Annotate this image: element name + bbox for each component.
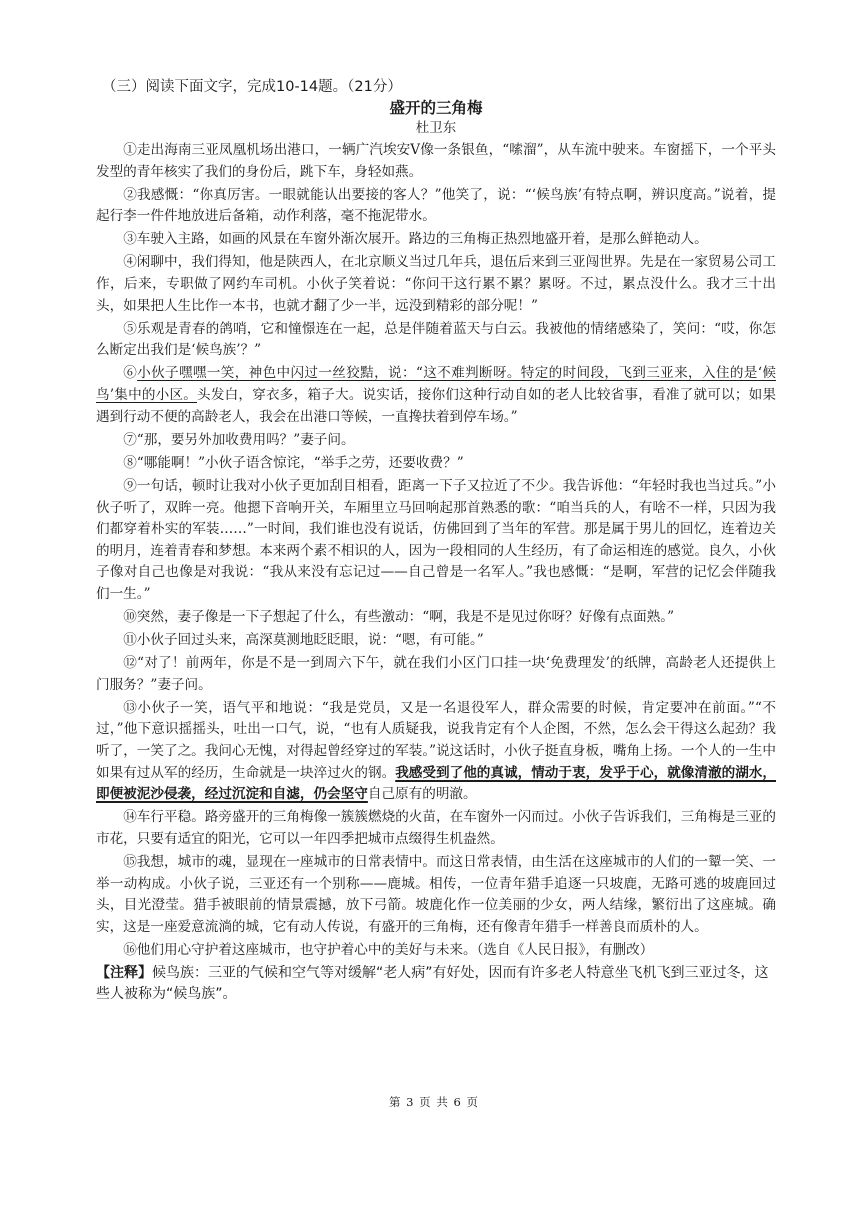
paragraph-13 [96,698,776,806]
paragraph-6 [96,363,776,428]
paragraph-3: ③车驶入主路，如画的风景在车窗外渐次展开。路边的三角梅正热烈地盛开着，是那么鲜艳动人。 [123,231,708,248]
paragraph-6-rest: 头发白，穿衣多，箱子大。说实话，接你们这种行动自如的老人比较省事，看准了就可以；如果遇到行动不便的高龄老人，我会在出港口等候，一直搀扶着到停车场。” [96,387,776,425]
paragraph-1: ①走出海南三亚凤凰机场出港口，一辆广汽埃安V像一条银鱼，“嗦溜”，从车流中驶来。车窗摇下，一个平头发型的青年核实了我们的身份后，跳下车，身轻如燕。 [96,142,776,180]
paragraph-14: ⑭车行平稳。路旁盛开的三角梅像一簇簇燃烧的火苗，在车窗外一闪而过。小伙子告诉我们，三角梅是三亚的市花，只要有适宜的阳光，它可以一年四季把城市点缀得生机盎然。 [96,809,776,847]
underlined-sentence-13: 我感受到了他的真诚，情动于衷，发乎于心，就像清澈的湖水，即便被泥沙侵袭，经过沉淀和自滤，仍会坚守 [96,764,776,803]
section-heading: （三）阅读下面文字，完成10-14题。（21分） [102,79,402,95]
paragraph-9: ⑨一句话，顿时让我对小伙子更加刮目相看，距离一下子又拉近了不少。我告诉他：“年轻时我也当过兵。”小伙子听了，双眸一亮。他摁下音响开关，车厢里立马回响起那首熟悉的歌：“咱当兵的人，有啥不一样，只因为我们都穿着朴实的军装……”一时间，我们谁也没有说话，仿佛回到了当年的军营。那是属于男儿的回忆，连着边关的明月，连着青春和梦想。本来两个素不相识的人，因为一段相同的人生经历，有了命运相连的感觉。良久，小伙子像对自己也像是对我说：“我从来没有忘记过——自己曾是一名军人。”我也感慨：“是啊，军营的记忆会伴随我们一生。” [96,477,776,602]
paragraph-7: ⑦“那，要另外加收费用吗？”妻子问。 [123,431,355,448]
article-title: 盛开的三角梅 [389,99,483,117]
paragraph-2: ②我感慨：“你真厉害。一眼就能认出要接的客人？”他笑了，说：“‘候鸟族’有特点啊，辨识度高。”说着，提起行李一件件地放进后备箱，动作利落，毫不拖泥带水。 [96,186,776,225]
paragraph-6-number: ⑥ [123,365,138,382]
underlined-sentence-6: 小伙子嘿嘿一笑，神色中闪过一丝狡黠，说：“这不难判断呀。特定的时间段，飞到三亚来，入住的是‘候鸟’集中的小区。 [96,365,777,404]
note-label: 【注释】 [96,964,152,981]
paragraph-4: ④闲聊中，我们得知，他是陕西人，在北京顺义当过几年兵，退伍后来到三亚闯世界。先是在一家贸易公司工作，后来，专职做了网约车司机。小伙子笑着说：“你问干这行累不累？累呀。不过，累点没什么。我才三十出头，如果把人生比作一本书，也就才翻了少一半，远没到精彩的部分呢！” [96,254,776,314]
article-author: 杜卫东 [415,120,457,136]
paragraph-15: ⑮我想，城市的魂，显现在一座城市的日常表情中。而这日常表情，由生活在这座城市的人们的一颦一笑、一举一动构成。小伙子说，三亚还有一个别称——鹿城。相传，一位青年猎手追逐一只坡鹿，无路可逃的坡鹿回过头，目光澄莹。猎手被眼前的情景震撼，放下弓箭。坡鹿化作一位美丽的少女，两人结缘，繁衍出了这座城。确实，这是一座爱意流淌的城，它有动人传说，有盛开的三角梅，还有像青年猎手一样善良而质朴的人。 [96,854,776,935]
paragraph-13-end: 自己原有的明澈。 [367,786,477,803]
note-text: 候鸟族：三亚的气候和空气等对缓解“老人病”有好处，因而有许多老人特意坐飞机飞到三亚过冬，这些人被称为“候鸟族”。 [96,964,769,1002]
paragraph-12: ⑫“对了！前两年，你是不是一到周六下午，就在我们小区门口挂一块‘免费理发’的纸牌，高龄老人还提供上门服务？”妻子问。 [96,655,776,693]
article-body [96,140,776,961]
paragraph-8: ⑧“哪能啊！”小伙子语含惊诧，“举手之劳，还要收费？” [123,454,464,471]
paragraph-11: ⑪小伙子回过头来，高深莫测地眨眨眼，说：“嗯，有可能。” [123,632,484,649]
paragraph-16: ⑯他们用心守护着这座城市，也守护着心中的美好与未来。（选自《人民日报》，有删改） [123,941,654,958]
paragraph-13-start: ⑬小伙子一笑，语气平和地说：“我是党员，又是一名退役军人，群众需要的时候，肯定要冲在前面。”“不过，”他下意识摇摇头，吐出一口气，说，“也有人质疑我，说我肯定有个人企图，不然，怎么会干得这么起劲？我听了，一笑了之。我问心无愧，对得起曾经穿过的军装。”说这话时，小伙子挺直身板，嘴角上扬。一个人的一生中如果有过从军的经历，生命就是一块淬过火的钢。 [96,699,776,781]
annotation-note [96,963,776,1005]
page-footer: 第 3 页 共 6 页 [389,1095,479,1109]
paragraph-5: ⑤乐观是青春的鸽哨，它和憧憬连在一起，总是伴随着蓝天与白云。我被他的情绪感染了，笑问：“哎，你怎么断定出我们是‘候鸟族’？” [96,320,776,359]
paragraph-10: ⑩突然，妻子像是一下子想起了什么，有些激动：“啊，我是不是见过你呀？好像有点面熟。” [123,608,675,625]
